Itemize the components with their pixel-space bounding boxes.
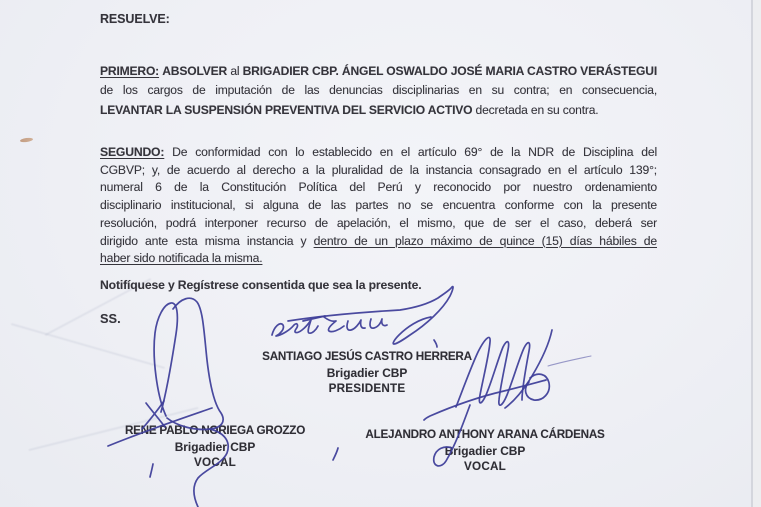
text-segment: dirigido ante esta misma instancia y bbox=[100, 233, 307, 248]
text-segment: decretada en su contra. bbox=[475, 102, 599, 117]
paper-stain bbox=[20, 137, 33, 143]
signatory-name: SANTIAGO JESÚS CASTRO HERRERA bbox=[262, 350, 472, 363]
text-line bbox=[100, 179, 657, 197]
signatory-rank: Brigadier CBP bbox=[174, 440, 256, 454]
segundo-label: SEGUNDO: bbox=[100, 145, 165, 159]
signatory-vocal-left-block bbox=[100, 423, 330, 471]
text-line bbox=[100, 233, 657, 251]
text-line bbox=[100, 101, 657, 120]
text-segment: numeral 6 de la Constitución Política del Perú y reconocido por nuestro ordenamiento bbox=[100, 180, 657, 195]
text-line bbox=[100, 62, 657, 81]
deadline-underlined-segment: dentro de un plazo máximo de quince (15) días hábiles de bbox=[313, 233, 657, 248]
signatory-rank: Brigadier CBP bbox=[444, 444, 526, 458]
text-segment: ABSOLVER bbox=[162, 64, 228, 78]
closing-order-line: Notifíquese y Regístrese consentida que sea la presente. bbox=[100, 278, 422, 292]
text-segment: LEVANTAR LA SUSPENSIÓN PREVENTIVA DEL SERVICIO ACTIVO bbox=[100, 102, 473, 117]
text-segment: de los cargos de imputación de las denuncias disciplinarias en su contra; en consecuencia, bbox=[100, 83, 657, 98]
text-line bbox=[100, 250, 657, 268]
signatory-name: RENE PABLO NORIEGA GROZZO bbox=[124, 424, 306, 437]
text-line bbox=[100, 197, 657, 215]
text-line bbox=[100, 162, 657, 180]
text-line bbox=[100, 215, 657, 233]
text-line bbox=[100, 81, 657, 100]
text-line bbox=[100, 144, 657, 162]
scan-background-strip bbox=[753, 0, 761, 507]
text-segment: De conformidad con lo establecido en el artículo 69° de la NDR de Disciplina del bbox=[172, 145, 657, 159]
signatory-role: PRESIDENTE bbox=[328, 382, 406, 395]
text-segment: BRIGADIER CBP. ÁNGEL OSWALDO JOSÉ MARIA CASTRO VERÁSTEGUI bbox=[242, 64, 658, 78]
signatory-president-block bbox=[252, 349, 482, 397]
text-segment: resolución, podrá interponer recurso de apelación, el mismo, que de ser el caso, deberá ser bbox=[100, 215, 657, 230]
deadline-underlined-segment: haber sido notificada la misma. bbox=[100, 251, 263, 266]
signatory-rank: Brigadier CBP bbox=[326, 366, 408, 380]
text-segment: al bbox=[230, 64, 240, 78]
signatory-vocal-right-block bbox=[355, 427, 615, 475]
paper-crease bbox=[11, 323, 165, 369]
ss-label: SS. bbox=[100, 311, 121, 326]
signature-noriega-grozzo-ink bbox=[108, 298, 338, 507]
paper-edge bbox=[751, 0, 753, 507]
signatory-role: VOCAL bbox=[464, 460, 506, 473]
segundo-clause bbox=[100, 144, 657, 268]
resuelve-heading: RESUELVE: bbox=[100, 12, 170, 26]
signatory-role: VOCAL bbox=[194, 456, 236, 469]
text-segment: disciplinario institucional, si alguna de las partes no se encuentra conforme con la presente bbox=[100, 198, 657, 213]
signature-castro-herrera-ink bbox=[272, 287, 453, 347]
signatory-name: ALEJANDRO ANTHONY ARANA CÁRDENAS bbox=[365, 428, 605, 441]
primero-clause bbox=[100, 62, 657, 120]
text-segment: CGBVP; y, de acuerdo al derecho a la pluralidad de la instancia consagrado en el artículo 139°; bbox=[100, 162, 657, 177]
primero-label: PRIMERO: bbox=[100, 64, 160, 78]
